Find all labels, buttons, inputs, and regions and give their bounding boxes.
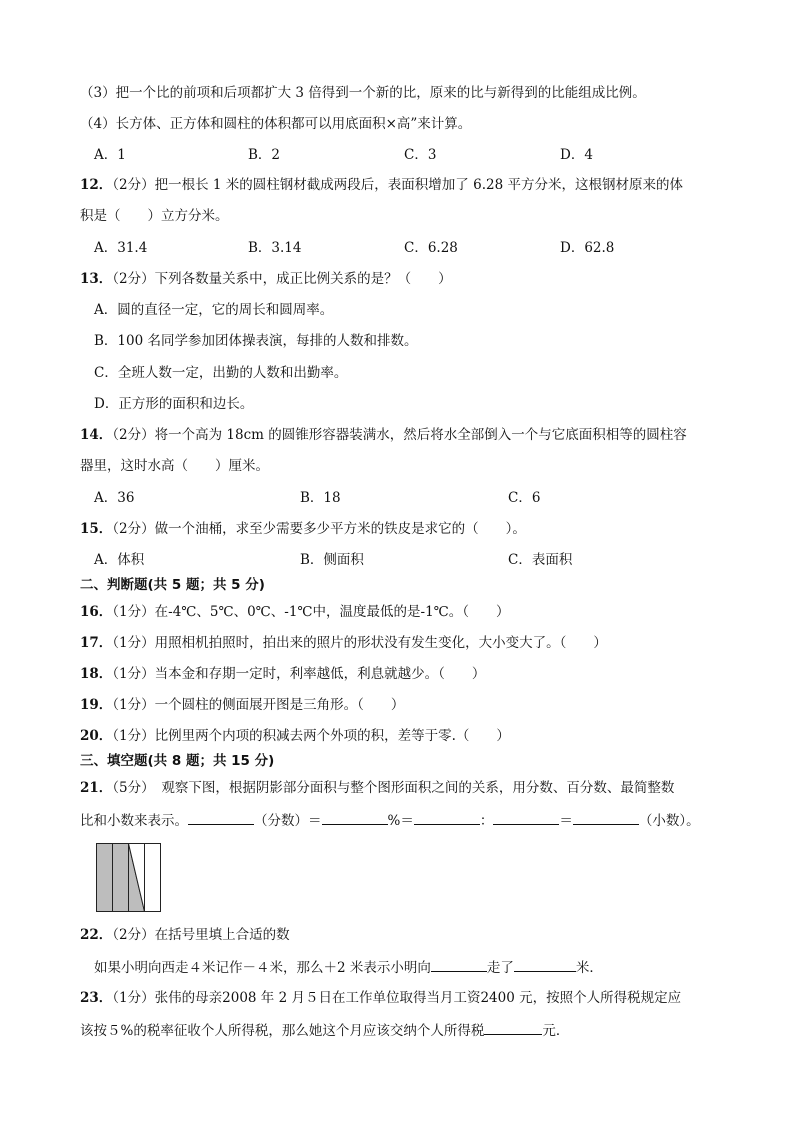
q21-question-cont [80,810,700,830]
q14-number: 14． [80,427,113,443]
q22-text-b: 走了 [486,960,514,976]
q20-question [80,727,510,745]
q21-text-c: %＝ [387,813,414,829]
q12-question-cont: 积是（ ）立方分米。 [80,208,229,224]
q23-text-a: 该按５%的税率征收个人所得税，那么她这个月应该交纳个人所得税 [80,1023,485,1039]
q13-option-c: C．全班人数一定，出勤的人数和出勤率。 [94,365,348,381]
section-heading-judgement: 二、判断题(共 5 题；共 5 分) [80,577,265,593]
q19-question [80,696,404,714]
q17-text: 用照相机拍照时，拍出来的照片的形状没有发生变化，大小变大了。（ ） [154,635,607,651]
q15-number: 15． [80,521,113,537]
q20-score: （1分） [112,728,155,744]
q12-option-c: C．6.28 [404,240,458,256]
q13-option-a: A．圆的直径一定，它的周长和圆周率。 [94,302,334,318]
q15-option-c: C．表面积 [508,552,573,568]
q22-question [80,926,290,944]
q12-question [80,176,683,194]
q21-text-a: 比和小数来表示。 [80,813,188,829]
q15-score: （2分） [112,521,155,537]
q13-score: （2分） [112,271,155,287]
q19-text: 一个圆柱的侧面展开图是三角形。（ ） [154,697,405,713]
q21-text: 观察下图，根据阴影部分面积与整个图形面积之间的关系，用分数、百分数、最简整数 [147,780,675,796]
q12-option-b: B．3.14 [248,240,302,256]
q21-text-e: ＝ [559,813,573,829]
q11-option-c: C．3 [404,147,437,163]
q23-text-b: 元． [542,1023,570,1039]
q16-number: 16． [80,604,113,620]
q22-text: 在括号里填上合适的数 [154,927,290,943]
q21-blank-ratio-right[interactable] [493,810,559,825]
q12-option-d: D．62.8 [560,240,615,256]
q11-option-b: B．2 [248,147,281,163]
q20-number: 20． [80,728,113,744]
q20-text: 比例里两个内项的积减去两个外项的积，差等于零.（ ） [154,728,510,744]
q13-option-d: D．正方形的面积和边长。 [94,396,254,412]
q17-score: （1分） [112,635,155,651]
q18-score: （1分） [112,666,155,682]
q22-blank-distance[interactable] [514,957,576,972]
figure-strip-2-shaded [113,844,129,912]
q16-question [80,603,510,621]
q21-number: 21． [80,780,113,796]
q21-score: （5分） [112,780,148,796]
q21-blank-ratio-left[interactable] [414,810,480,825]
q19-score: （1分） [112,697,155,713]
q12-option-a: A．31.4 [94,240,148,256]
figure-strip-4-unshaded [145,844,161,912]
q18-text: 当本金和存期一定时，利率越低，利息就越少。（ ） [154,666,486,682]
q21-blank-fraction[interactable] [188,810,254,825]
q15-text: 做一个油桶，求至少需要多少平方米的铁皮是求它的（ ）。 [154,521,526,537]
q14-question-cont: 器里，这时水高（ ）厘米。 [80,458,269,474]
q23-question [80,989,681,1007]
q14-option-b: B．18 [300,490,341,506]
q13-number: 13． [80,271,113,287]
q11-statement-3: （3）把一个比的前项和后项都扩大 3 倍得到一个新的比，原来的比与新得到的比能组成比例。 [80,85,646,101]
q12-number: 12． [80,177,113,193]
q22-text-a: 如果小明向西走４米记作－４米，那么＋2 米表示小明向 [94,960,431,976]
q22-text-c: 米． [575,960,603,976]
q21-question [80,779,674,797]
q14-text: 将一个高为 18cm 的圆锥形容器装满水，然后将水全部倒入一个与它底面积相等的圆柱容 [154,427,687,443]
q14-question [80,426,687,444]
q22-score: （2分） [112,927,155,943]
q11-statement-4: （4）长方体、正方体和圆柱的体积都可以用底面积×高”来计算。 [80,116,472,132]
q21-blank-percent[interactable] [322,810,388,825]
q19-number: 19． [80,697,113,713]
q15-question [80,520,526,538]
q22-question-cont [94,957,603,977]
q22-blank-direction[interactable] [431,957,487,972]
q17-question [80,634,607,652]
q12-score: （2分） [112,177,155,193]
q18-question [80,665,485,683]
q21-shaded-figure [96,843,162,913]
q15-option-b: B．侧面积 [300,552,364,568]
q21-text-d: ： [479,813,494,829]
q21-text-f: （小数）。 [638,813,700,829]
q23-number: 23． [80,990,113,1006]
q12-text: 把一根长 1 米的圆柱钢材截成两段后，表面积增加了 6.28 平方分米，这根钢材原来的体 [154,177,683,193]
figure-strip-1-shaded [97,844,113,912]
q22-number: 22． [80,927,113,943]
q14-score: （2分） [112,427,155,443]
q13-question [80,270,452,288]
q21-blank-decimal[interactable] [573,810,639,825]
q11-option-a: A．1 [94,147,126,163]
q16-text: 在-4℃、5℃、0℃、-1℃中，温度最低的是-1℃。（ ） [154,604,510,620]
q16-score: （1分） [112,604,155,620]
q23-score: （1分） [112,990,155,1006]
q14-option-a: A．36 [94,490,135,506]
q18-number: 18． [80,666,113,682]
q23-text: 张伟的母亲2008 年 2 月５日在工作单位取得当月工资2400 元，按照个人所得税规定应 [154,990,682,1006]
q15-option-a: A．体积 [94,552,145,568]
q21-text-b: （分数）＝ [254,813,322,829]
q23-question-cont [80,1020,569,1040]
q14-option-c: C．6 [508,490,541,506]
q17-number: 17． [80,635,113,651]
q11-option-d: D．4 [560,147,593,163]
q13-option-b: B．100 名同学参加团体操表演，每排的人数和排数。 [94,333,418,349]
q13-text: 下列各数量关系中，成正比例关系的是？（ ） [154,271,452,287]
section-heading-fill-in: 三、填空题(共 8 题；共 15 分) [80,753,275,769]
q23-blank-tax[interactable] [484,1020,542,1035]
